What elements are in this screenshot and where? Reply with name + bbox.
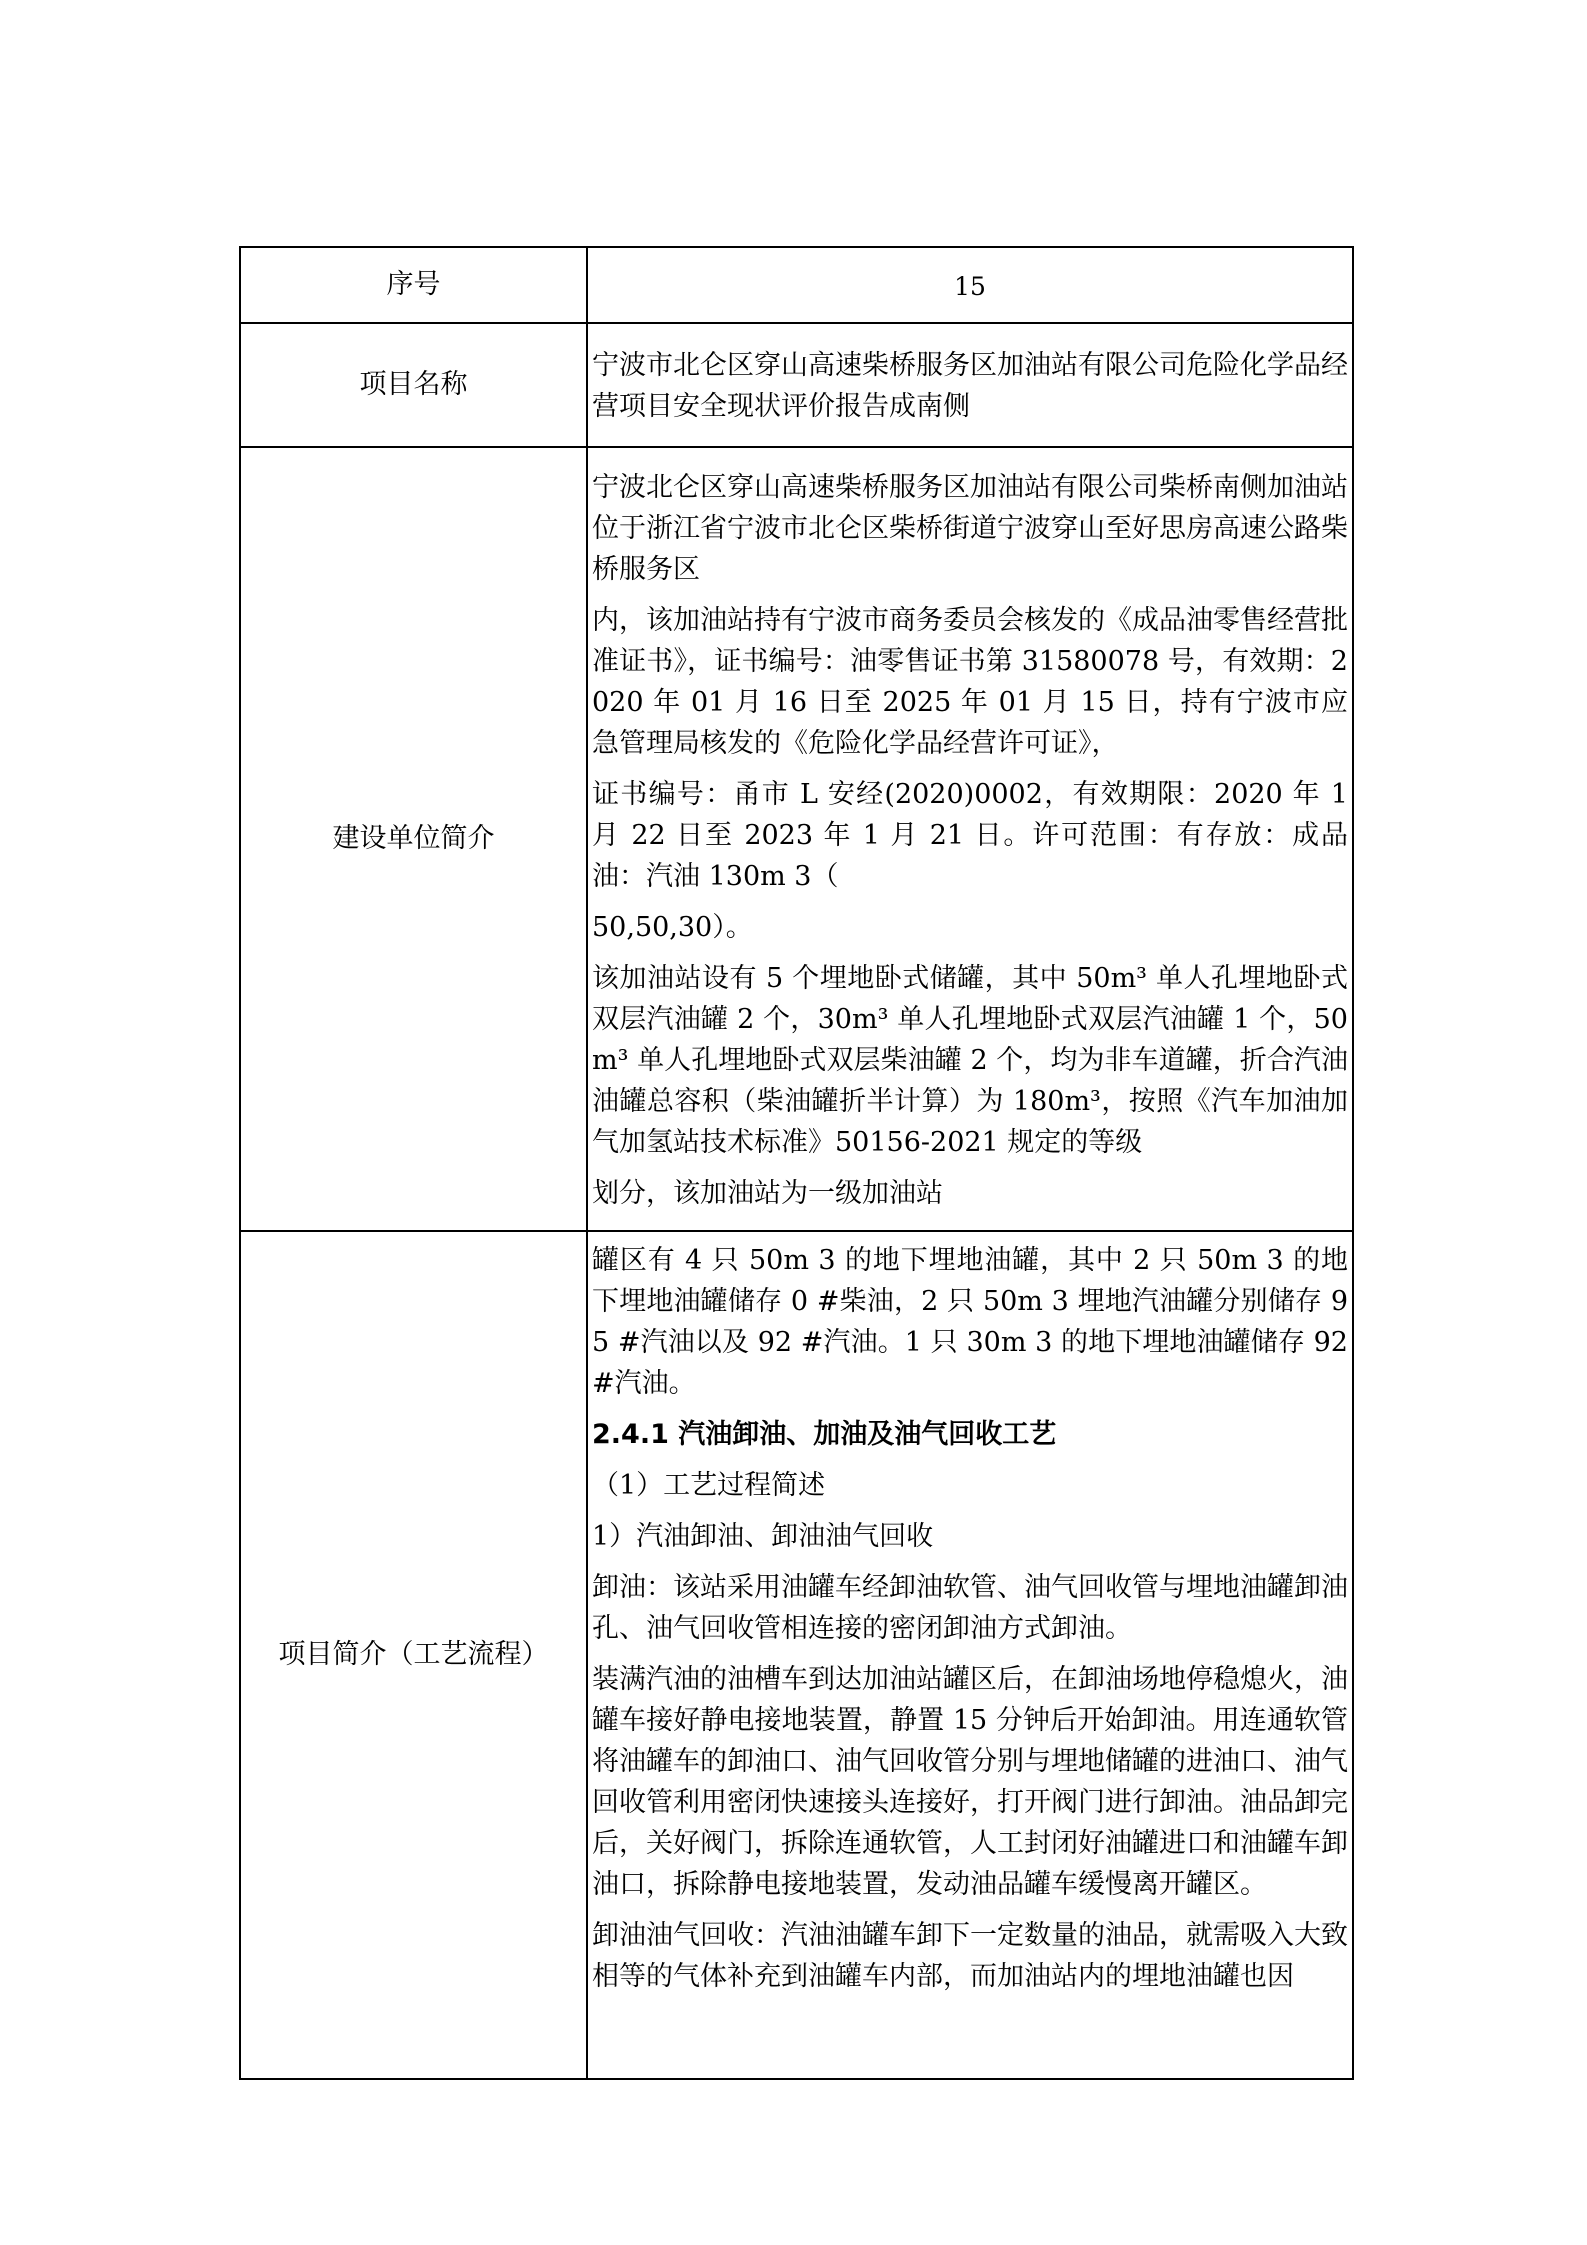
- project-name-text: 宁波市北仑区穿山高速柴桥服务区加油站有限公司危险化学品经营项目安全现状评价报告成南侧: [592, 350, 1348, 422]
- section-heading: 2.4.1 汽油卸油、加油及油气回收工艺: [592, 1419, 1057, 1450]
- row-label-project-name: 项目名称: [240, 323, 587, 447]
- paragraph: 证书编号：甬市 L 安经(2020)0002，有效期限：2020 年 1 月 22 日至 2023 年 1 月 21 日。许可范围：有存放：成品油：汽油 130m 3（: [592, 778, 1348, 892]
- paragraph: 内，该加油站持有宁波市商务委员会核发的《成品油零售经营批准证书》，证书编号：油零售证书第 31580078 号，有效期：2020 年 01 月 16 日至 2025 年 01 月 15 日，持有宁波市应急管理局核发的《危险化学品经营许可证》，: [592, 604, 1348, 759]
- paragraph: 1）汽油卸油、卸油油气回收: [592, 1521, 934, 1552]
- document-table: [239, 246, 1354, 2080]
- row-label-process-intro: 项目简介（工艺流程）: [240, 1231, 587, 2079]
- paragraph: 宁波北仑区穿山高速柴桥服务区加油站有限公司柴桥南侧加油站位于浙江省宁波市北仑区柴桥街道宁波穿山至好思房高速公路柴桥服务区: [592, 471, 1348, 585]
- index-number: 15: [954, 271, 986, 301]
- paragraph: 卸油：该站采用油罐车经卸油软管、油气回收管与埋地油罐卸油孔、油气回收管相连接的密闭卸油方式卸油。: [592, 1572, 1348, 1644]
- row-label-unit-intro: 建设单位简介: [240, 447, 587, 1231]
- table-row-process-intro: [240, 1231, 1353, 2079]
- paragraph: 卸油油气回收：汽油油罐车卸下一定数量的油品，就需吸入大致相等的气体补充到油罐车内部，而加油站内的埋地油罐也因: [592, 1920, 1348, 1992]
- table-row-unit-intro: [240, 447, 1353, 1231]
- row-value-project-name: [587, 323, 1353, 447]
- paragraph: 罐区有 4 只 50m 3 的地下埋地油罐，其中 2 只 50m 3 的地下埋地油罐储存 0 #柴油，2 只 50m 3 埋地汽油罐分别储存 95 #汽油以及 92 #汽油。1 只 30m 3 的地下埋地油罐储存 92 #汽油。: [592, 1245, 1348, 1399]
- paragraph: 装满汽油的油槽车到达加油站罐区后，在卸油场地停稳熄火，油罐车接好静电接地装置，静置 15 分钟后开始卸油。用连通软管将油罐车的卸油口、油气回收管分别与埋地储罐的进油口、油气回收管利用密闭快速接头连接好，打开阀门进行卸油。油品卸完后，关好阀门，拆除连通软管，人工封闭好油罐进口和油罐车卸油口，拆除静电接地装置，发动油品罐车缓慢离开罐区。: [592, 1664, 1348, 1900]
- table-row-index: [240, 247, 1353, 323]
- paragraph: 50,50,30）。: [592, 911, 753, 943]
- paragraph: 该加油站设有 5 个埋地卧式储罐，其中 50m³ 单人孔埋地卧式双层汽油罐 2 个，30m³ 单人孔埋地卧式双层汽油罐 1 个，50m³ 单人孔埋地卧式双层柴油罐 2 个，均为非车道罐，折合汽油油罐总容积（柴油罐折半计算）为 180m³，按照《汽车加油加气加氢站技术标准》50156-2021 规定的等级: [592, 962, 1348, 1158]
- row-value-unit-intro: [587, 447, 1353, 1231]
- row-label-index: 序号: [240, 247, 587, 323]
- paragraph: 划分，该加油站为一级加油站: [592, 1177, 943, 1209]
- row-value-index: [587, 247, 1353, 323]
- row-value-process-intro: [587, 1231, 1353, 2079]
- table-row-project-name: [240, 323, 1353, 447]
- paragraph: （1）工艺过程简述: [592, 1470, 826, 1501]
